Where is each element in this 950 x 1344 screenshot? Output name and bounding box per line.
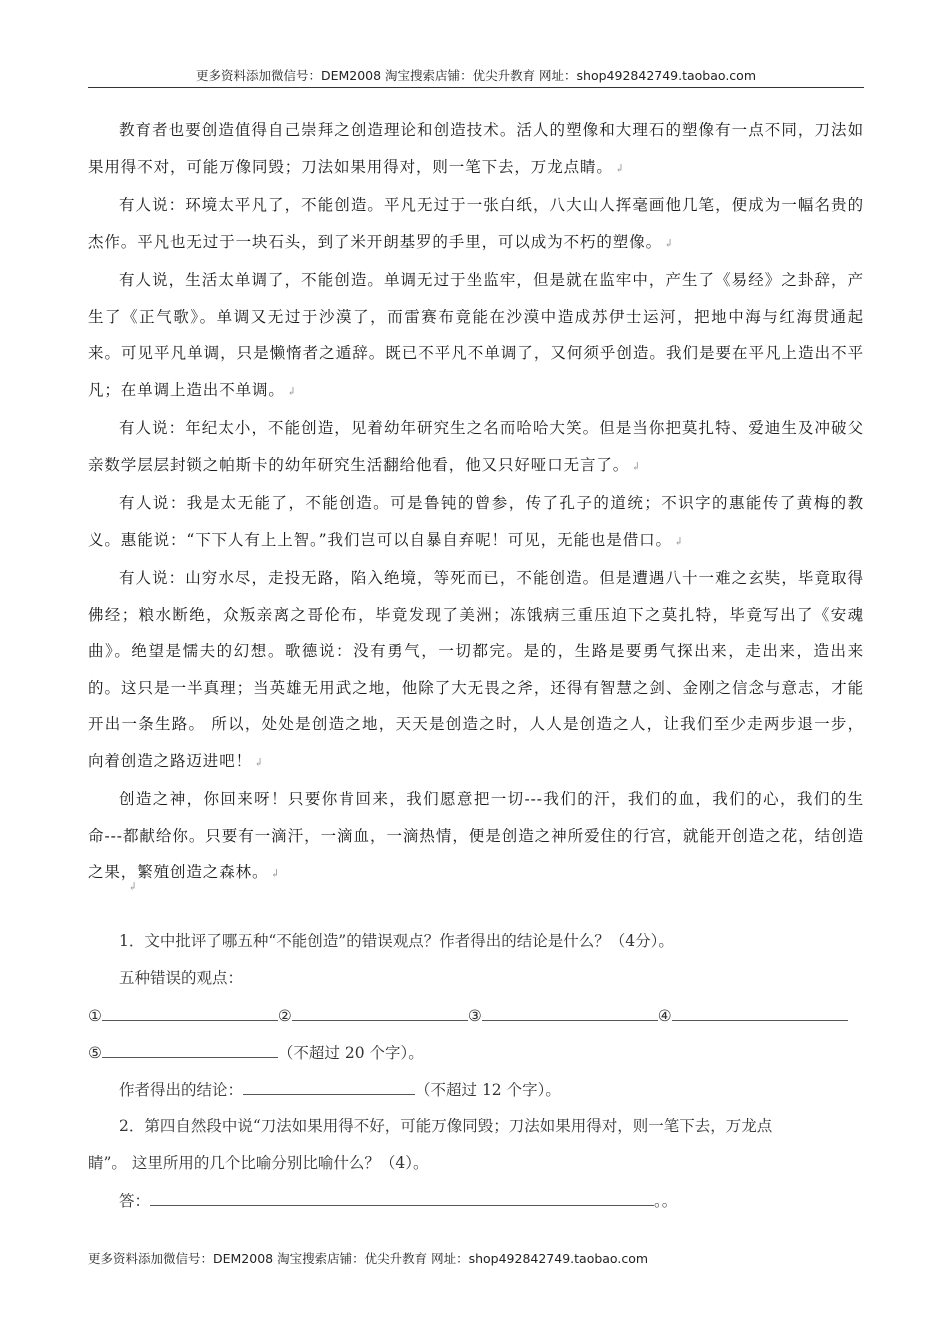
answer-blank[interactable] [150, 1187, 654, 1206]
blanks-row-2 [88, 1039, 864, 1076]
blank-label-2: ② [277, 1007, 292, 1025]
paragraph: 有人说，生活太单调了，不能创造。单调无过于坐监牢，但是就在监牢中，产生了《易经》之卦辞，产生了《正气歌》。单调又无过于沙漠了，而雷赛布竟能在沙漠中造成苏伊士运河，把地中海与红海贯通起来。可见平凡单调，只是懒惰者之遁辞。既已不平凡不单调了，又何须乎创造。我们是要在平凡上造出不平凡；在单调上造出不单调。 ↲ [88, 271, 864, 399]
question-2-line-1: 2．第四自然段中说“刀法如果用得不好，可能万像同毁；刀法如果用得对，则一笔下去，万龙点 [119, 1117, 773, 1135]
paragraph: 教育者也要创造值得自己崇拜之创造理论和创造技术。活人的塑像和大理石的塑像有一点不同，刀法如果用得不对，可能万像同毁；刀法如果用得对，则一笔下去，万龙点睛。 ↲ [88, 121, 864, 176]
paragraph-mark: ↲ [614, 161, 625, 175]
blank-label-3: ③ [467, 1007, 482, 1025]
question-2-line-2: 睛”。 这里所用的几个比喻分别比喻什么？（4）。 [88, 1154, 429, 1172]
blank-5-note: （不超过 20 个字）。 [277, 1044, 424, 1062]
article-body [88, 112, 864, 893]
paragraph-mark: ↲ [254, 755, 265, 769]
answer-blank-5[interactable] [102, 1039, 278, 1058]
question-1: 1．文中批评了哪五种“不能创造”的错误观点？作者得出的结论是什么？（4分）。 [119, 932, 674, 950]
paragraph-mark: ↲ [631, 459, 642, 473]
views-label: 五种错误的观点： [119, 969, 244, 987]
answer-row [88, 1187, 864, 1224]
answer-label: 答： [119, 1192, 151, 1210]
paragraph: 有人说：环境太平凡了，不能创造。平凡无过于一张白纸，八大山人挥毫画他几笔，便成为一幅名贵的杰作。平凡也无过于一块石头，到了米开朗基罗的手里，可以成为不朽的塑像。 ↲ [88, 196, 864, 251]
conclusion-note: （不超过 12 个字）。 [415, 1081, 561, 1099]
answer-blank-1[interactable] [102, 1002, 278, 1021]
answer-end-mark: 。。 [654, 1192, 678, 1210]
answer-blank-4[interactable] [672, 1002, 848, 1021]
questions-section [88, 928, 864, 1224]
paragraph-mark: ↲ [270, 867, 281, 880]
paragraph: 创造之神，你回来呀！只要你肯回来，我们愿意把一切---我们的汗，我们的血，我们的心，我们的生命---都献给你。只要有一滴汗，一滴血，一滴热情，便是创造之神所爱住的行宫，就能开创造之花，结创造之果，繁殖创造之森林。 ↲ [88, 790, 864, 881]
paragraph-mark: ↲ [286, 384, 297, 398]
conclusion-label: 作者得出的结论： [119, 1081, 244, 1099]
conclusion-blank[interactable] [243, 1076, 415, 1095]
empty-paragraph-mark: ↲ [128, 880, 138, 893]
paragraph-mark: ↲ [664, 236, 675, 250]
header-divider [88, 87, 864, 88]
blank-label-1: ① [88, 1007, 102, 1025]
blanks-row-1 [88, 1002, 864, 1039]
blank-label-4: ④ [657, 1007, 672, 1025]
paragraph: 有人说：我是太无能了，不能创造。可是鲁钝的曾参，传了孔子的道统；不识字的惠能传了黄梅的教义。惠能说：“下下人有上上智。”我们岂可以自暴自弃呢！可见，无能也是借口。 ↲ [88, 494, 864, 549]
answer-blank-2[interactable] [292, 1002, 468, 1021]
blank-label-5: ⑤ [88, 1044, 102, 1062]
answer-blank-3[interactable] [482, 1002, 658, 1021]
paragraph: 有人说：年纪太小，不能创造，见着幼年研究生之名而哈哈大笑。但是当你把莫扎特、爱迪生及冲破父亲数学层层封锁之帕斯卡的幼年研究生活翻给他看，他又只好哑口无言了。 ↲ [88, 419, 864, 474]
page-footer: 更多资料添加微信号：DEM2008 淘宝搜索店铺：优尖升教育 网址：shop492842749.taobao.com [88, 1251, 649, 1266]
paragraph-mark: ↲ [673, 534, 685, 548]
conclusion-row [88, 1076, 864, 1113]
page-header: 更多资料添加微信号：DEM2008 淘宝搜索店铺：优尖升教育 网址：shop492842749.taobao.com [195, 68, 757, 83]
paragraph: 有人说：山穷水尽，走投无路，陷入绝境，等死而已，不能创造。但是遭遇八十一难之玄奘，毕竟取得佛经；粮水断绝，众叛亲离之哥伦布，毕竟发现了美洲；冻饿病三重压迫下之莫扎特，毕竟写出了《安魂曲》。绝望是懦夫的幻想。歌德说：没有勇气，一切都完。是的，生路是要勇气探出来，走出来，造出来的。这只是一半真理；当英雄无用武之地，他除了大无畏之斧，还得有智慧之剑、金刚之信念与意志，才能开出一条生路。 所以，处处是创造之地，天天是创造之时，人人是创造之人，让我们至少走两步退一步，向着创造之路迈进吧！ ↲ [88, 569, 864, 770]
